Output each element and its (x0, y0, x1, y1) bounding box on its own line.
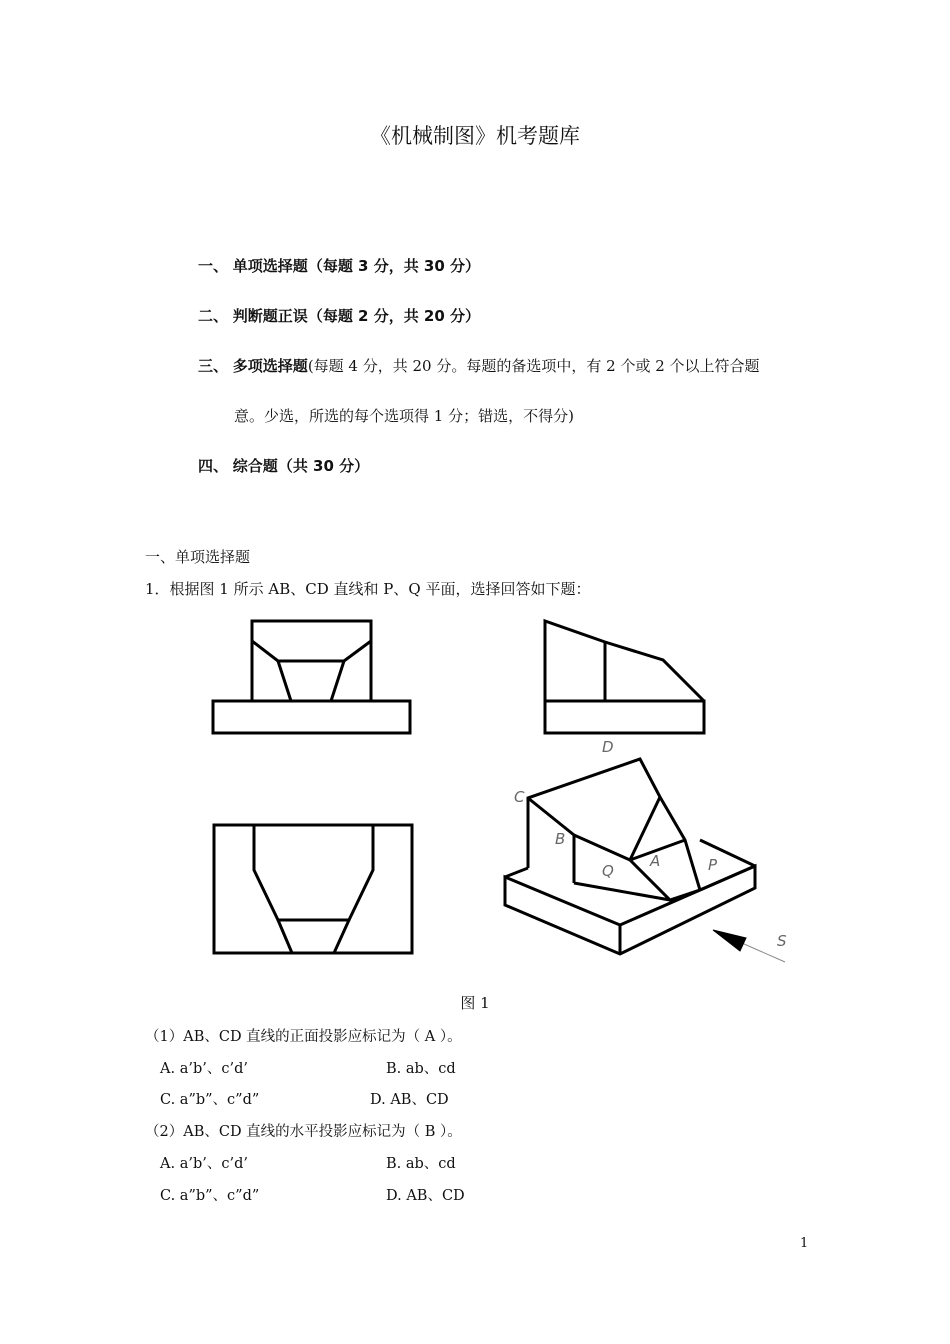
side-view (545, 621, 704, 733)
page-title: 《机械制图》机考题库 (370, 124, 580, 148)
label-s: S (777, 932, 787, 950)
sq1-option-a: A. a’b’、c’d’ (160, 1061, 248, 1077)
sub-question-2: （2）AB、CD 直线的水平投影应标记为（ B ）。 (145, 1124, 462, 1140)
section-2-note: （每题 2 分，共 20 分） (307, 307, 481, 325)
sq2-option-b: B. ab、cd (386, 1156, 456, 1172)
section-2-label: 判断题正误 (232, 307, 308, 325)
sq1-option-d: D. AB、CD (370, 1092, 449, 1108)
sq2-option-d: D. AB、CD (386, 1188, 465, 1204)
section-4-num: 四、 (198, 457, 229, 475)
figure-caption: 图 1 (460, 994, 490, 1012)
label-p: P (708, 856, 718, 874)
sq2-option-c: C. a”b”、c”d” (160, 1188, 260, 1204)
sub-question-1: （1）AB、CD 直线的正面投影应标记为（ A ）。 (145, 1029, 462, 1045)
section-4-label: 综合题 (232, 457, 278, 475)
page-number: 1 (800, 1236, 809, 1251)
sq1-option-b: B. ab、cd (386, 1061, 456, 1077)
view-arrow (713, 930, 785, 962)
front-view (213, 621, 410, 733)
section-2-num: 二、 (198, 307, 229, 325)
section-4-note: （共 30 分） (277, 457, 370, 475)
label-d: D (602, 738, 614, 756)
section-1-note: （每题 3 分，共 30 分） (307, 257, 481, 275)
question-1: 1．根据图 1 所示 AB、CD 直线和 P、Q 平面，选择回答如下题： (145, 580, 591, 598)
label-a: A (650, 852, 661, 870)
section-3-note: (每题 4 分，共 20 分。每题的备选项中，有 2 个或 2 个以上符合题 (307, 357, 760, 375)
label-b: B (555, 830, 566, 848)
section-1-num: 一、 (198, 257, 229, 275)
sq2-option-a: A. a’b’、c’d’ (160, 1156, 248, 1172)
label-c: C (514, 788, 525, 806)
label-q: Q (602, 862, 614, 880)
section-1-label: 单项选择题 (232, 257, 308, 275)
section-3-label: 多项选择题 (232, 357, 308, 375)
section-3-note-cont: 意。少选，所选的每个选项得 1 分；错选，不得分) (234, 407, 574, 425)
isometric-view (505, 759, 755, 954)
top-view (214, 825, 412, 953)
part-heading: 一、单项选择题 (145, 548, 251, 566)
sq1-option-c: C. a”b”、c”d” (160, 1092, 260, 1108)
section-3-num: 三、 (198, 357, 229, 375)
